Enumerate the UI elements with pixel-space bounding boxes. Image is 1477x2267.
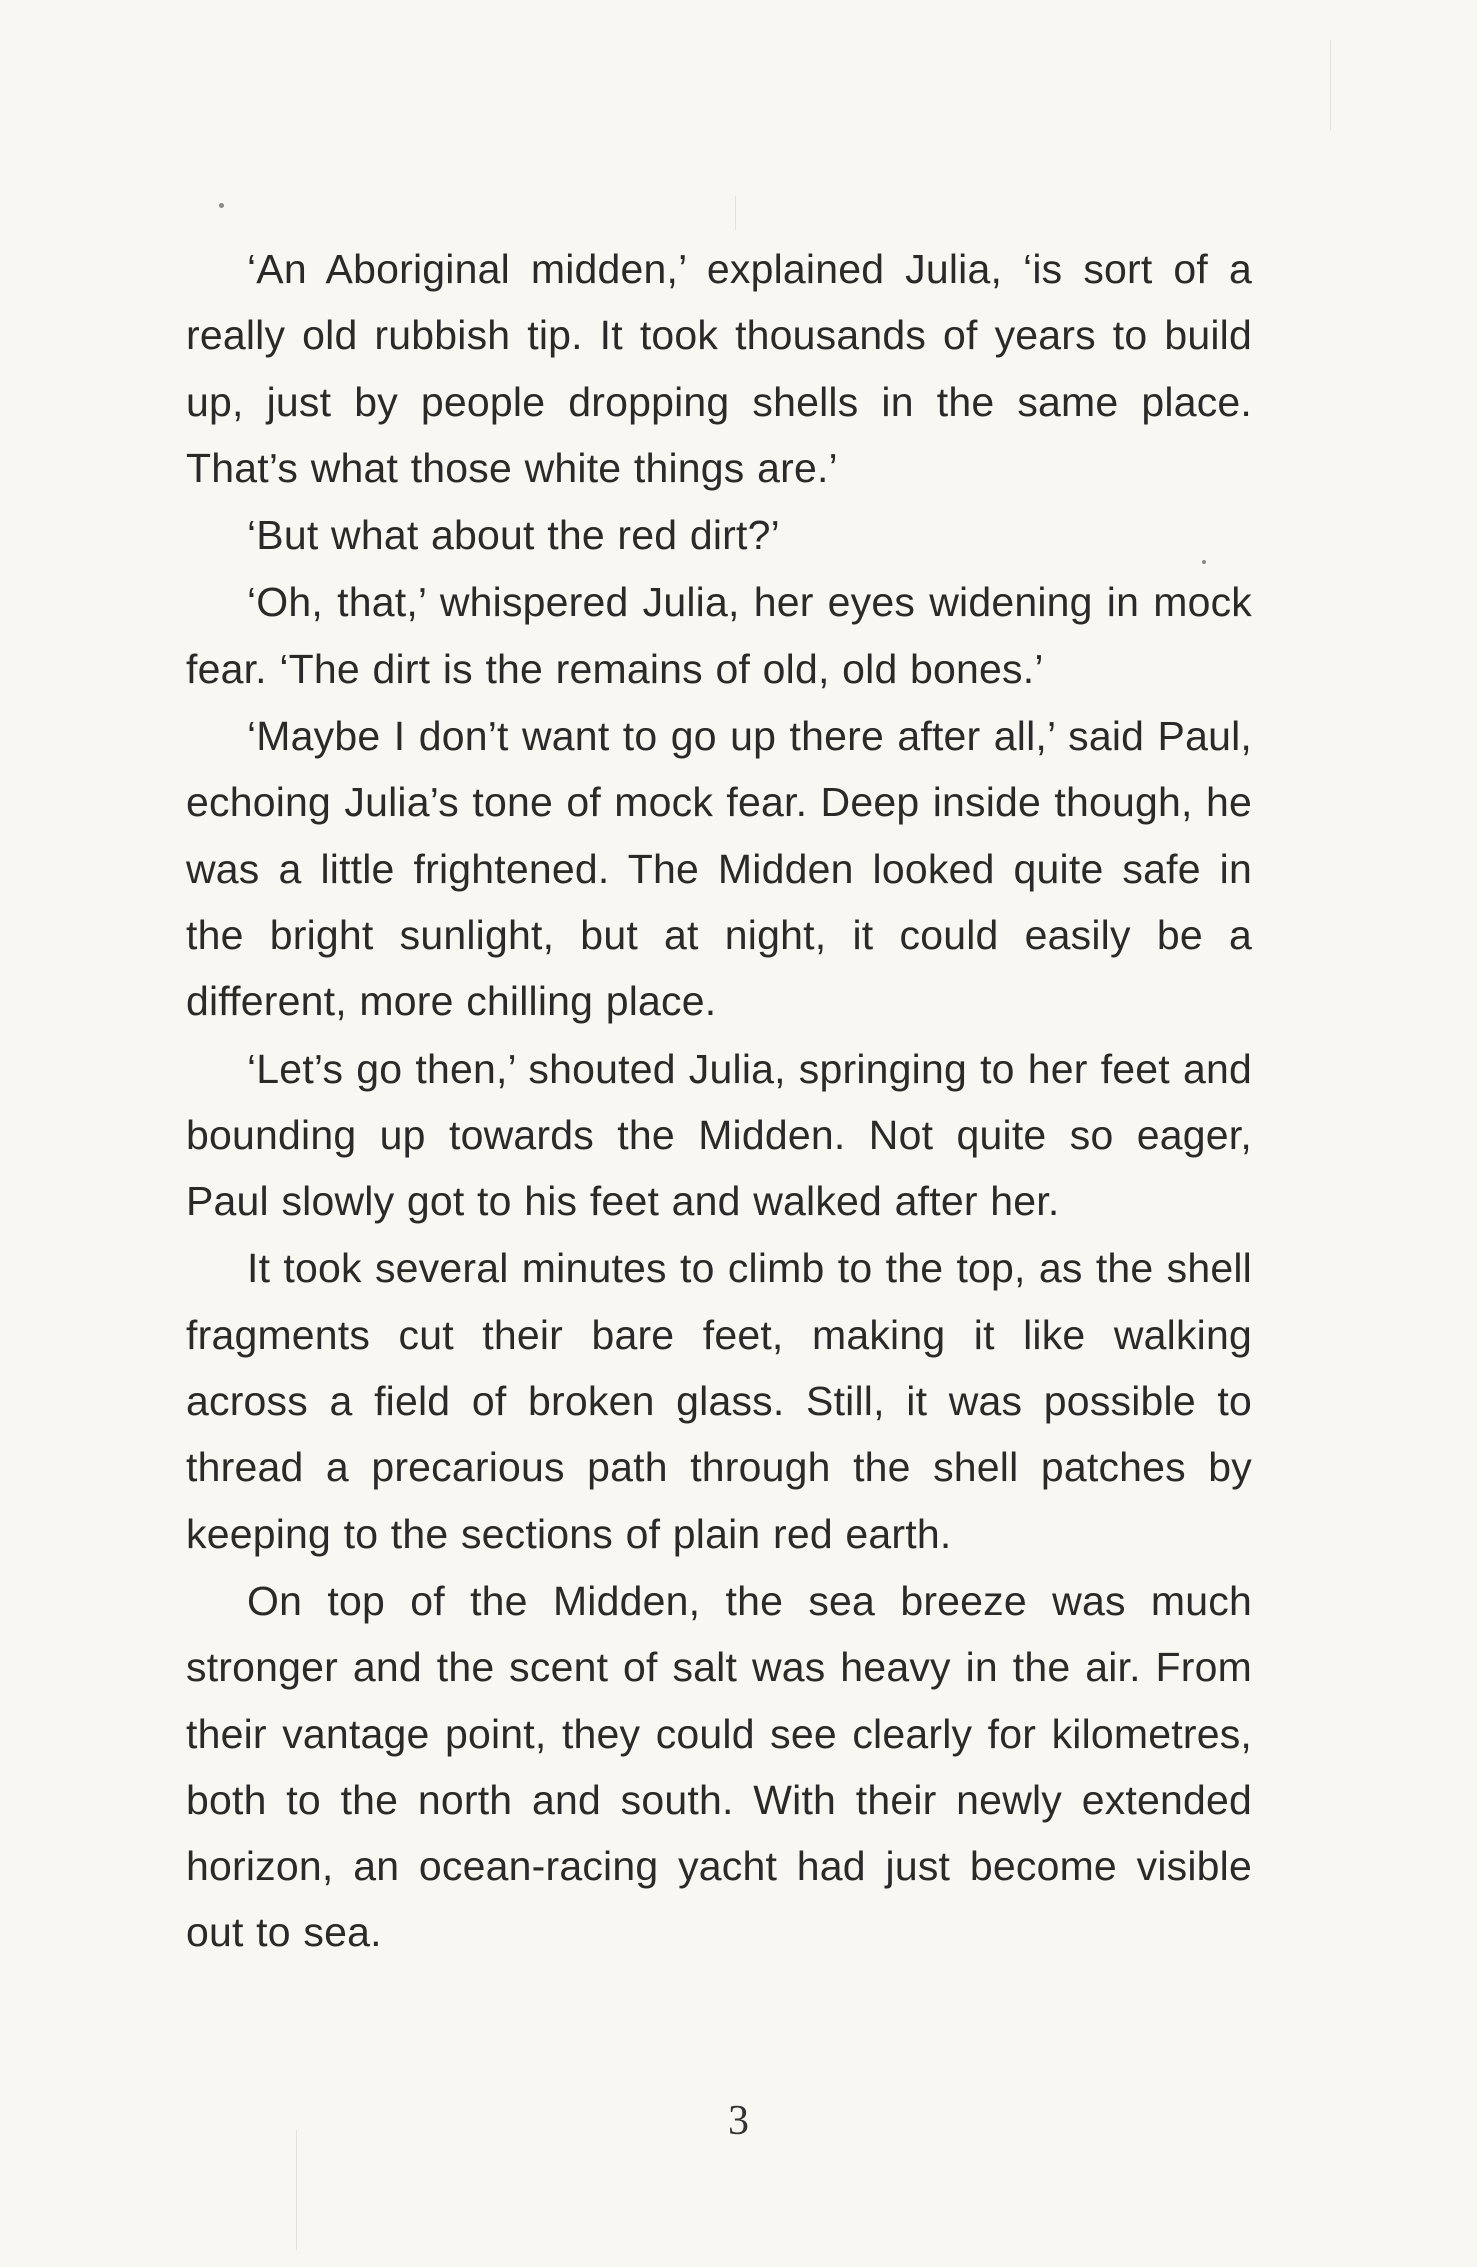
paragraph-6: It took several minutes to climb to the top, as the shell fragments cut their bare feet, making it like walking across a field of broken glass. Still, it was possible to thread a precarious path through the shell patches by keeping to the sections of plain red earth. xyxy=(186,1245,1252,1557)
scan-line xyxy=(296,2130,297,2250)
paragraph-1: ‘An Aboriginal midden,’ explained Julia, ‘is sort of a really old rubbish tip. It took thousands of years to build up, just by people dropping shells in the same place. That’s what those white things are.’ xyxy=(186,246,1252,491)
paragraph-3: ‘Oh, that,’ whispered Julia, her eyes widening in mock fear. ‘The dirt is the remains of old, old bones.’ xyxy=(186,579,1252,692)
paragraph-2: ‘But what about the red dirt?’ xyxy=(247,512,780,559)
paragraph-4: ‘Maybe I don’t want to go up there after all,’ said Paul, echoing Julia’s tone of mock fear. Deep inside though, he was a little frightened. The Midden looked quite safe in the bright sunlight, but at night, it could easily be a different, more chilling place. xyxy=(186,713,1252,1025)
scan-line xyxy=(1330,40,1331,130)
scan-line xyxy=(735,196,736,230)
paragraph-5: ‘Let’s go then,’ shouted Julia, springing to her feet and bounding up towards the Midden. Not quite so eager, Paul slowly got to his feet and walked after her. xyxy=(186,1045,1252,1225)
body-text xyxy=(186,236,1252,1967)
scan-speck xyxy=(219,203,224,208)
page-number: 3 xyxy=(728,2098,749,2144)
paragraph-7: On top of the Midden, the sea breeze was much stronger and the scent of salt was heavy in the air. From their vantage point, they could see clearly for kilometres, both to the north and south. With their newly extended horizon, an ocean-racing yacht had just become visible out to sea. xyxy=(186,1577,1252,1956)
